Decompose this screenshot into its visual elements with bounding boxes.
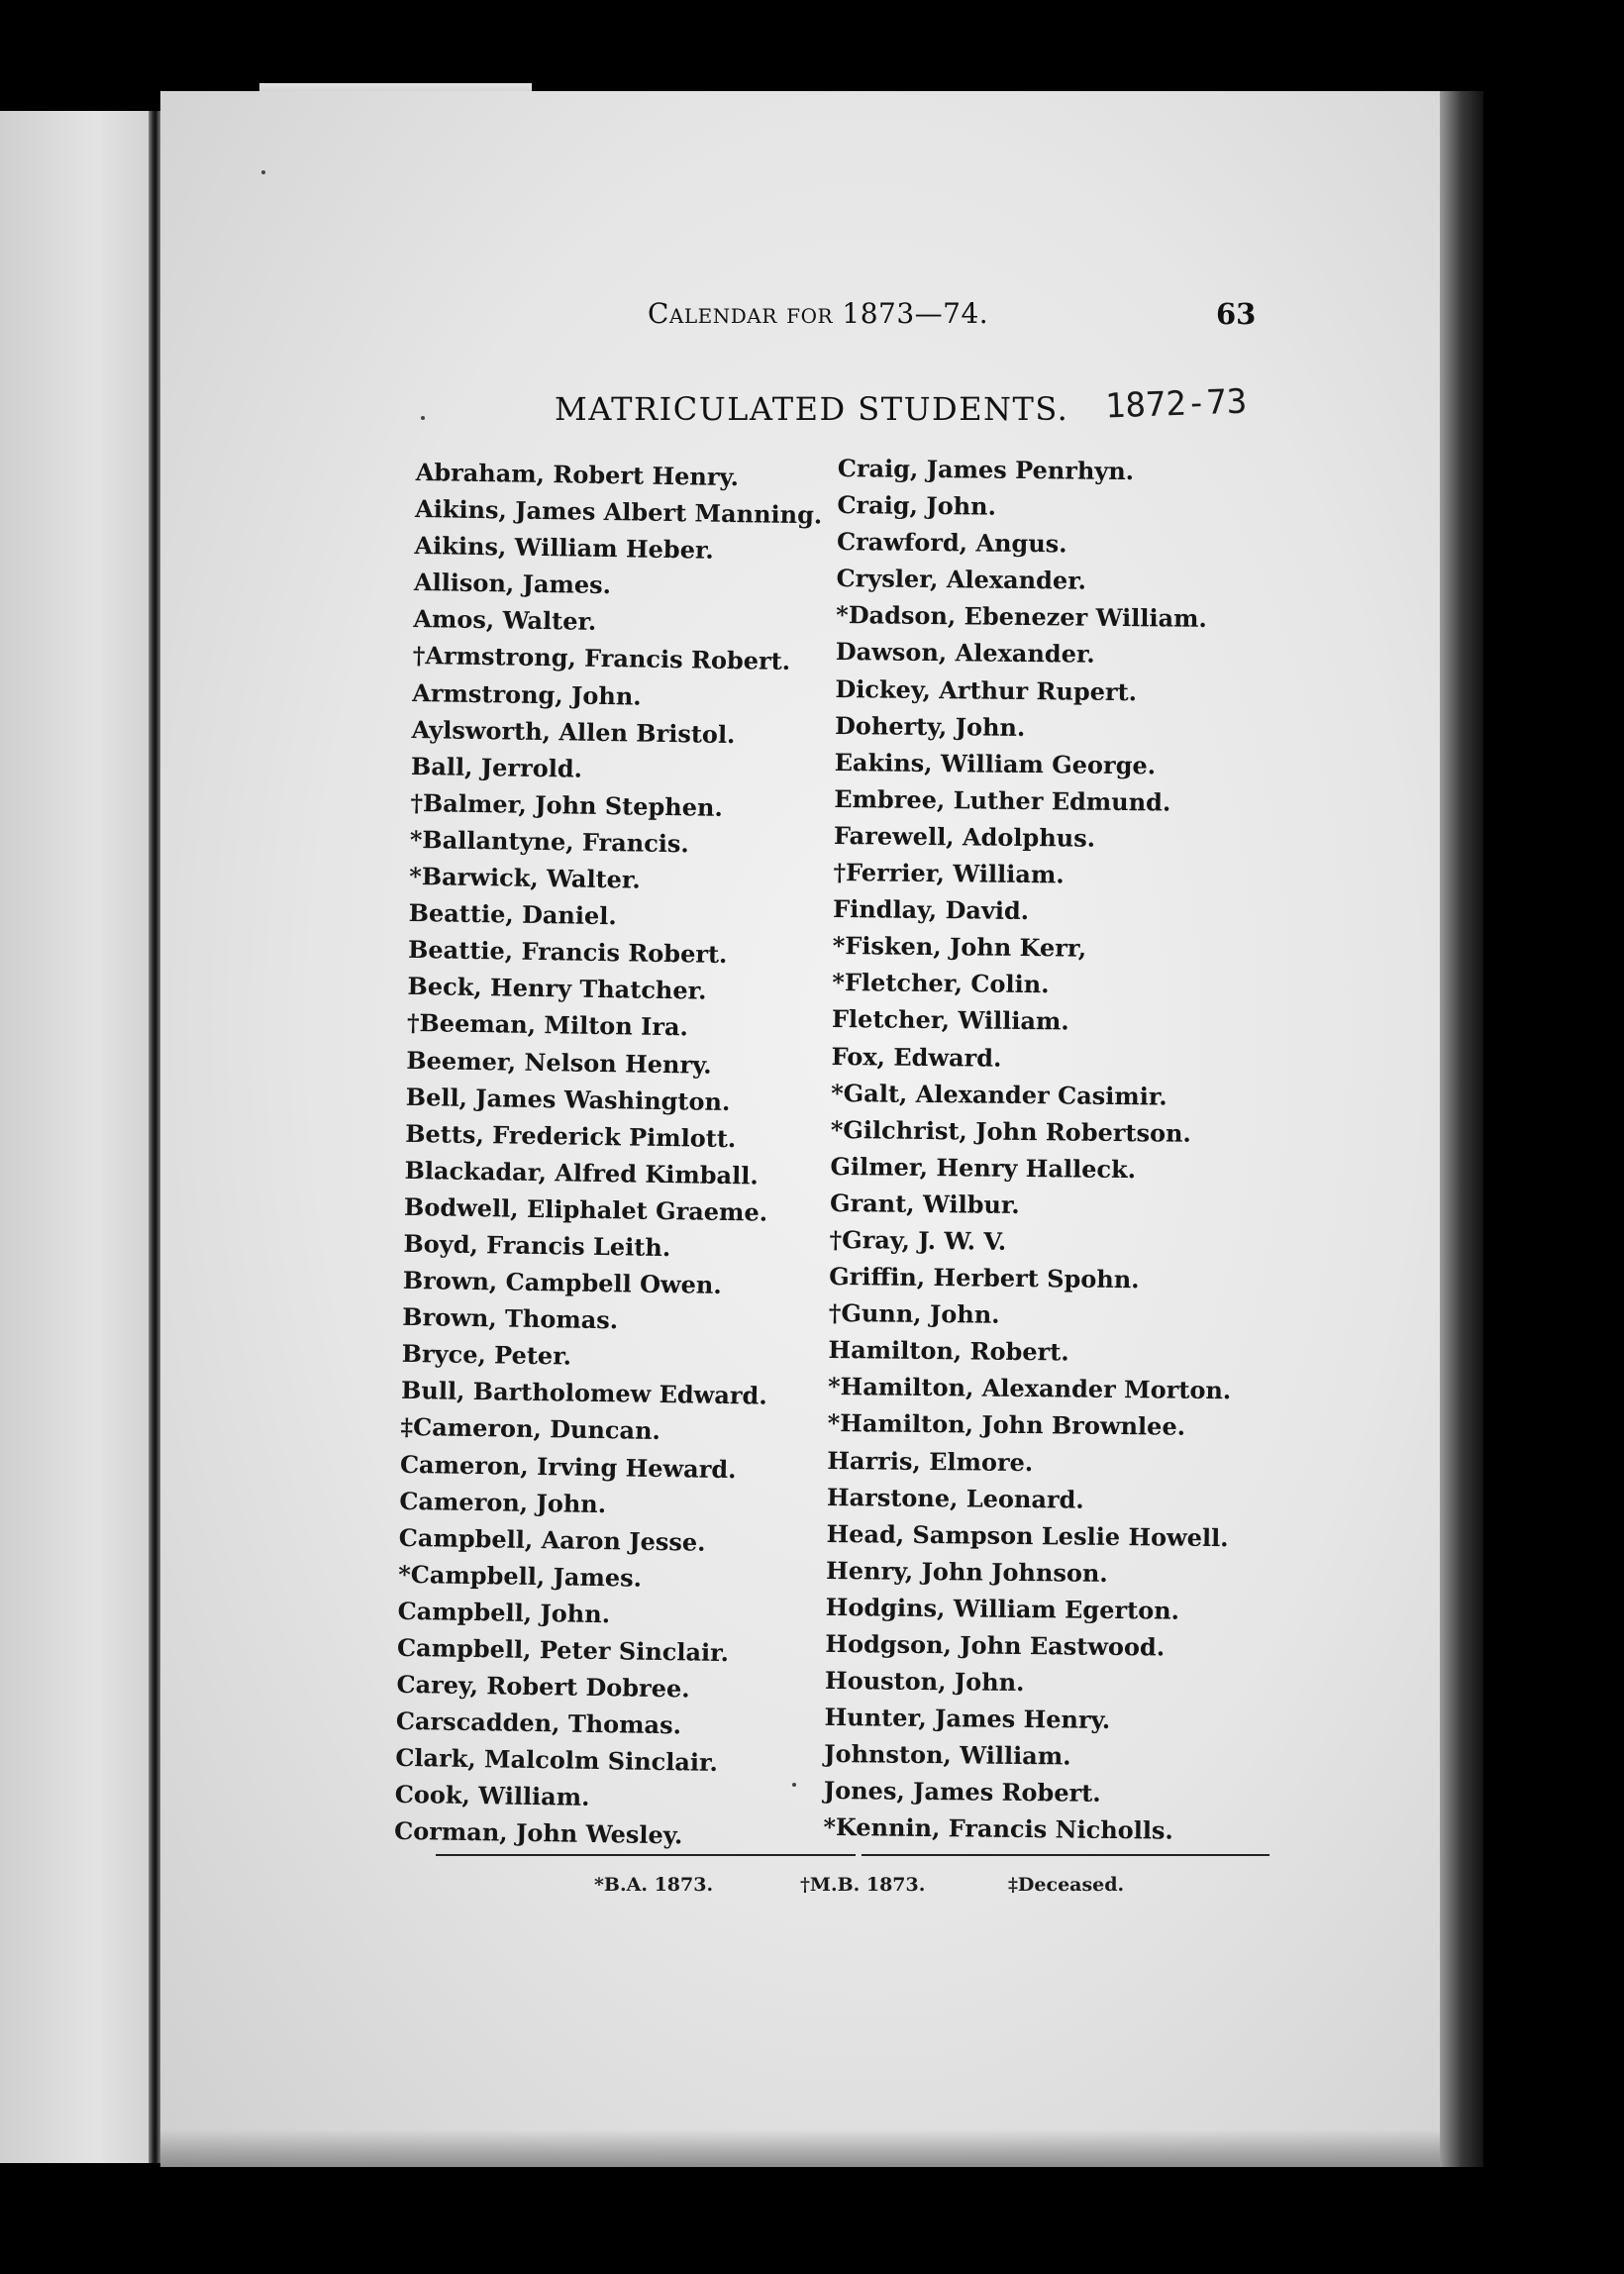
student-entry: Dickey, Arthur Rupert.	[835, 673, 1138, 706]
student-entry: *Dadson, Ebenezer William.	[836, 600, 1208, 634]
student-entry: †Ferrier, William.	[833, 858, 1065, 889]
student-entry: ‡Cameron, Duncan.	[400, 1412, 661, 1446]
footnote-rule	[436, 1854, 856, 1856]
student-entry: Brown, Campbell Owen.	[402, 1265, 722, 1300]
student-entry: Ball, Jerrold.	[410, 751, 583, 783]
student-entry: Brown, Thomas.	[402, 1302, 619, 1335]
handwritten-annotation: 1872-73	[1104, 381, 1248, 427]
student-entry: Beattie, Daniel.	[408, 898, 617, 931]
student-entry: Betts, Frederick Pimlott.	[404, 1118, 737, 1153]
student-entry: Gilmer, Henry Halleck.	[830, 1151, 1137, 1184]
student-entry: Aikins, William Heber.	[414, 531, 714, 565]
footnote-ba: *B.A. 1873.	[594, 1874, 714, 1896]
student-entry: *Gilchrist, John Robertson.	[830, 1114, 1192, 1148]
footnote-mb: †M.B. 1873.	[800, 1874, 926, 1896]
paper-speck	[421, 416, 425, 420]
paper-speck	[261, 170, 265, 174]
student-entry: *Ballantyne, Francis.	[409, 824, 690, 859]
student-entry: Harris, Elmore.	[827, 1445, 1034, 1477]
section-title: MATRICULATED STUDENTS.	[555, 390, 1069, 428]
page-edge	[1440, 91, 1483, 2167]
student-entry: Blackadar, Alfred Kimball.	[404, 1155, 759, 1190]
student-entry: *Campbell, James.	[398, 1559, 643, 1593]
student-entry: *Fisken, John Kerr,	[832, 931, 1087, 963]
running-title: Calendar for 1873—74.	[648, 297, 989, 330]
student-entry: Harstone, Leonard.	[826, 1482, 1084, 1514]
student-entry: Craig, James Penrhyn.	[837, 453, 1135, 486]
student-entry: Beck, Henry Thatcher.	[407, 972, 707, 1005]
student-entry: Cook, William.	[394, 1780, 590, 1812]
student-entry: Bodwell, Eliphalet Graeme.	[403, 1191, 768, 1227]
student-entry: Head, Sampson Leslie Howell.	[826, 1518, 1229, 1552]
page-header	[0, 297, 1624, 337]
page-number: 63	[1216, 297, 1257, 331]
student-entry: Abraham, Robert Henry.	[415, 457, 740, 492]
student-entry: Houston, John.	[824, 1666, 1025, 1698]
student-entry: Carey, Robert Dobree.	[396, 1669, 690, 1704]
page-shadow	[160, 2129, 1440, 2167]
student-entry: Embree, Luther Edmund.	[834, 783, 1171, 817]
student-entry: Grant, Wilbur.	[829, 1188, 1020, 1219]
student-entry: Cameron, John.	[399, 1486, 607, 1518]
paper-speck	[792, 1783, 796, 1787]
footnote-deceased: ‡Deceased.	[1008, 1874, 1125, 1896]
student-entry: *Barwick, Walter.	[409, 861, 641, 894]
student-entry: Campbell, John.	[397, 1596, 611, 1629]
student-entry: Doherty, John.	[834, 710, 1026, 742]
student-entry: Corman, John Wesley.	[393, 1816, 683, 1850]
student-entry: Campbell, Peter Sinclair.	[396, 1632, 730, 1668]
student-entry: Dawson, Alexander.	[835, 637, 1095, 670]
facing-page	[0, 111, 158, 2163]
student-entry: *Hamilton, John Brownlee.	[827, 1408, 1186, 1442]
student-entry: Johnston, William.	[824, 1739, 1071, 1771]
student-entry: Fletcher, William.	[831, 1004, 1069, 1036]
student-entry: Campbell, Aaron Jesse.	[398, 1522, 706, 1557]
student-entry: Crawford, Angus.	[836, 527, 1067, 559]
student-entry: Bryce, Peter.	[401, 1339, 572, 1371]
student-entry: Bull, Bartholomew Edward.	[400, 1376, 767, 1411]
student-entry: Hodgins, William Egerton.	[825, 1592, 1180, 1625]
student-entry: Aikins, James Albert Manning.	[414, 494, 823, 530]
student-entry: Aylsworth, Allen Bristol.	[411, 714, 736, 749]
student-entry: Henry, John Johnson.	[826, 1555, 1108, 1588]
student-entry: Griffin, Herbert Spohn.	[829, 1262, 1140, 1294]
student-entry: †Armstrong, Francis Robert.	[412, 641, 791, 676]
student-entry: Clark, Malcolm Sinclair.	[395, 1743, 719, 1778]
student-entry: Boyd, Francis Leith.	[403, 1228, 671, 1263]
student-entry: Beattie, Francis Robert.	[407, 935, 728, 970]
student-entry: *Fletcher, Colin.	[832, 968, 1050, 999]
student-entry: Fox, Edward.	[831, 1041, 1002, 1073]
student-entry: Farewell, Adolphus.	[833, 820, 1096, 853]
student-entry: Hamilton, Robert.	[828, 1335, 1069, 1367]
footnote-rule	[862, 1854, 1269, 1856]
student-entry: †Balmer, John Stephen.	[410, 787, 724, 822]
student-entry: Bell, James Washington.	[405, 1082, 731, 1116]
student-entry: Jones, James Robert.	[823, 1776, 1101, 1809]
student-entry: *Hamilton, Alexander Morton.	[827, 1372, 1232, 1405]
student-entry: Findlay, David.	[832, 894, 1030, 926]
student-list-left	[394, 454, 823, 1856]
student-entry: Hodgson, John Eastwood.	[825, 1628, 1166, 1662]
student-entry: Cameron, Irving Heward.	[399, 1449, 737, 1484]
student-list-right	[823, 450, 1241, 1850]
student-entry: Beemer, Nelson Henry.	[406, 1045, 712, 1080]
student-entry: Eakins, William George.	[834, 747, 1157, 780]
student-entry: †Gray, J. W. V.	[829, 1224, 1007, 1256]
student-entry: Allison, James.	[413, 568, 612, 600]
student-entry: Amos, Walter.	[413, 604, 597, 637]
student-entry: Armstrong, John.	[411, 677, 642, 711]
student-entry: Carscadden, Thomas.	[395, 1706, 682, 1740]
student-entry: †Beeman, Milton Ira.	[406, 1008, 689, 1042]
book-spine	[149, 111, 160, 2163]
student-entry: *Kennin, Francis Nicholls.	[823, 1812, 1173, 1846]
student-entry: †Gunn, John.	[828, 1298, 1000, 1329]
student-entry: Craig, John.	[837, 490, 997, 521]
student-entry: Crysler, Alexander.	[836, 564, 1087, 595]
student-entry: *Galt, Alexander Casimir.	[831, 1078, 1167, 1111]
student-entry: Hunter, James Henry.	[824, 1703, 1111, 1735]
